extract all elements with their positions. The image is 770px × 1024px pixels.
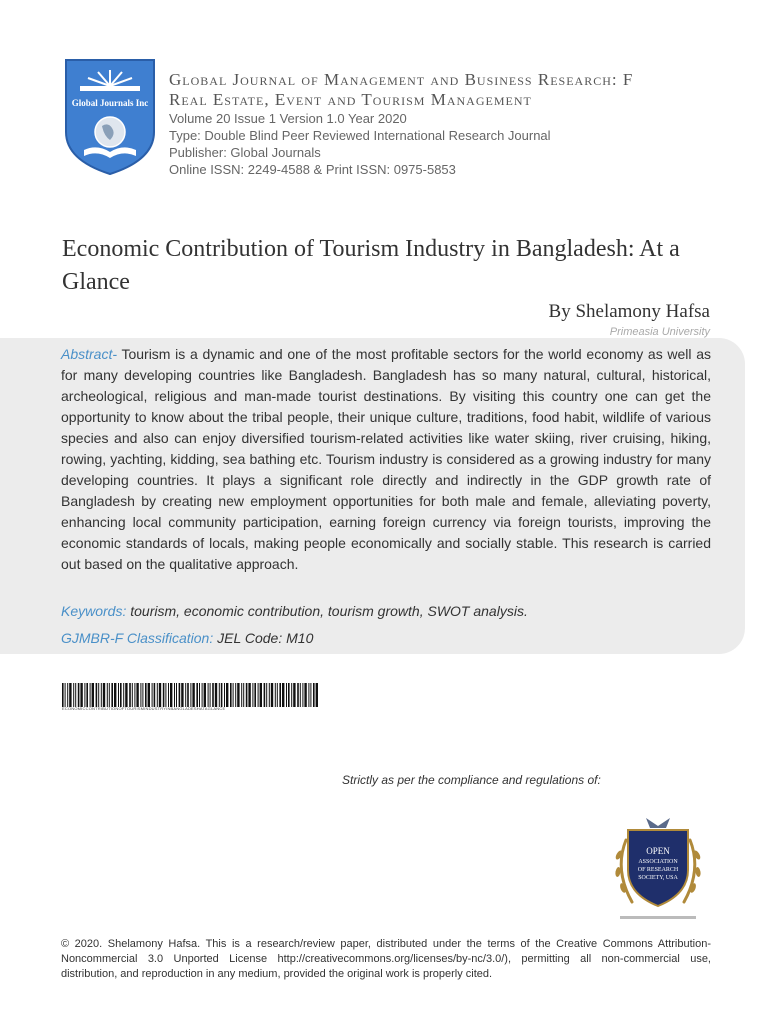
keywords-label: Keywords: bbox=[61, 603, 127, 619]
keywords bbox=[61, 603, 528, 619]
abstract-label: Abstract- bbox=[61, 346, 118, 362]
oaras-line1: OPEN bbox=[646, 846, 670, 856]
publisher: Publisher: Global Journals bbox=[169, 145, 321, 160]
global-journals-logo bbox=[62, 56, 158, 176]
logo-text: Global Journals Inc bbox=[71, 98, 149, 108]
license-notice: © 2020. Shelamony Hafsa. This is a research/review paper, distributed under the terms of the Creative Commons Attribution-Noncommercial 3.0 Unported License http://creativecommons.org/licenses/by-nc/3.0/), permitting all non-commercial use, distribution, and reproduction in any medium, provided the original work is properly cited. bbox=[61, 938, 711, 980]
compliance-note: Strictly as per the compliance and regulations of: bbox=[342, 773, 601, 787]
article-title: Economic Contribution of Tourism Industry in Bangladesh: At a Glance bbox=[62, 236, 680, 295]
classification-text: JEL Code: M10 bbox=[213, 630, 314, 646]
barcode-text: ECONOMICCONTRIBUTIONOFTOURISMINDUSTRYINBANGLADESHATAGLANCE bbox=[62, 706, 226, 711]
classification bbox=[61, 630, 313, 646]
abstract-text: Tourism is a dynamic and one of the most profitable sectors for the world economy as well as for many developing countries like Bangladesh. Bangladesh has so many natural, cultural, historical, archeological, religious and man-made tourist destinations. By visiting this country one can get the opportunity to know about the tribal people, their unique culture, traditions, food habit, wildlife of various species and also can enjoy diversified tourism-related activities like water skiing, river cruising, hiking, rowing, yachting, kidding, sea bathing etc. Tourism industry is considered as a growing industry for many developing countries. It plays a significant role directly and indirectly in the GDP growth rate of Bangladesh by creating new employment opportunities for both male and female, alleviating poverty, enhancing local community participation, earning foreign currency via foreign tourists, improving the economic standards of locals, making people economically and socially stable. This research is carried out based on the qualitative approach. bbox=[61, 346, 711, 572]
oaras-line3: OF RESEARCH bbox=[637, 867, 679, 873]
keywords-text: tourism, economic contribution, tourism growth, SWOT analysis. bbox=[126, 603, 528, 619]
author-byline: By Shelamony Hafsa bbox=[548, 301, 710, 322]
abstract bbox=[61, 344, 711, 575]
oaras-seal bbox=[608, 810, 708, 925]
journal-title-line2: Real Estate, Event and Tourism Management bbox=[169, 90, 532, 109]
issn: Online ISSN: 2249-4588 & Print ISSN: 0975-5853 bbox=[169, 162, 456, 177]
journal-title-line1: Global Journal of Management and Business Research: F bbox=[169, 70, 634, 89]
volume-info: Volume 20 Issue 1 Version 1.0 Year 2020 bbox=[169, 111, 407, 126]
journal-header bbox=[169, 70, 759, 178]
oaras-line4: SOCIETY, USA bbox=[638, 875, 678, 881]
classification-label: GJMBR-F Classification: bbox=[61, 630, 214, 646]
oaras-line2: ASSOCIATION bbox=[638, 859, 678, 865]
author-affiliation: Primeasia University bbox=[609, 326, 710, 338]
barcode bbox=[62, 683, 318, 707]
journal-type: Type: Double Blind Peer Reviewed International Research Journal bbox=[169, 128, 551, 143]
